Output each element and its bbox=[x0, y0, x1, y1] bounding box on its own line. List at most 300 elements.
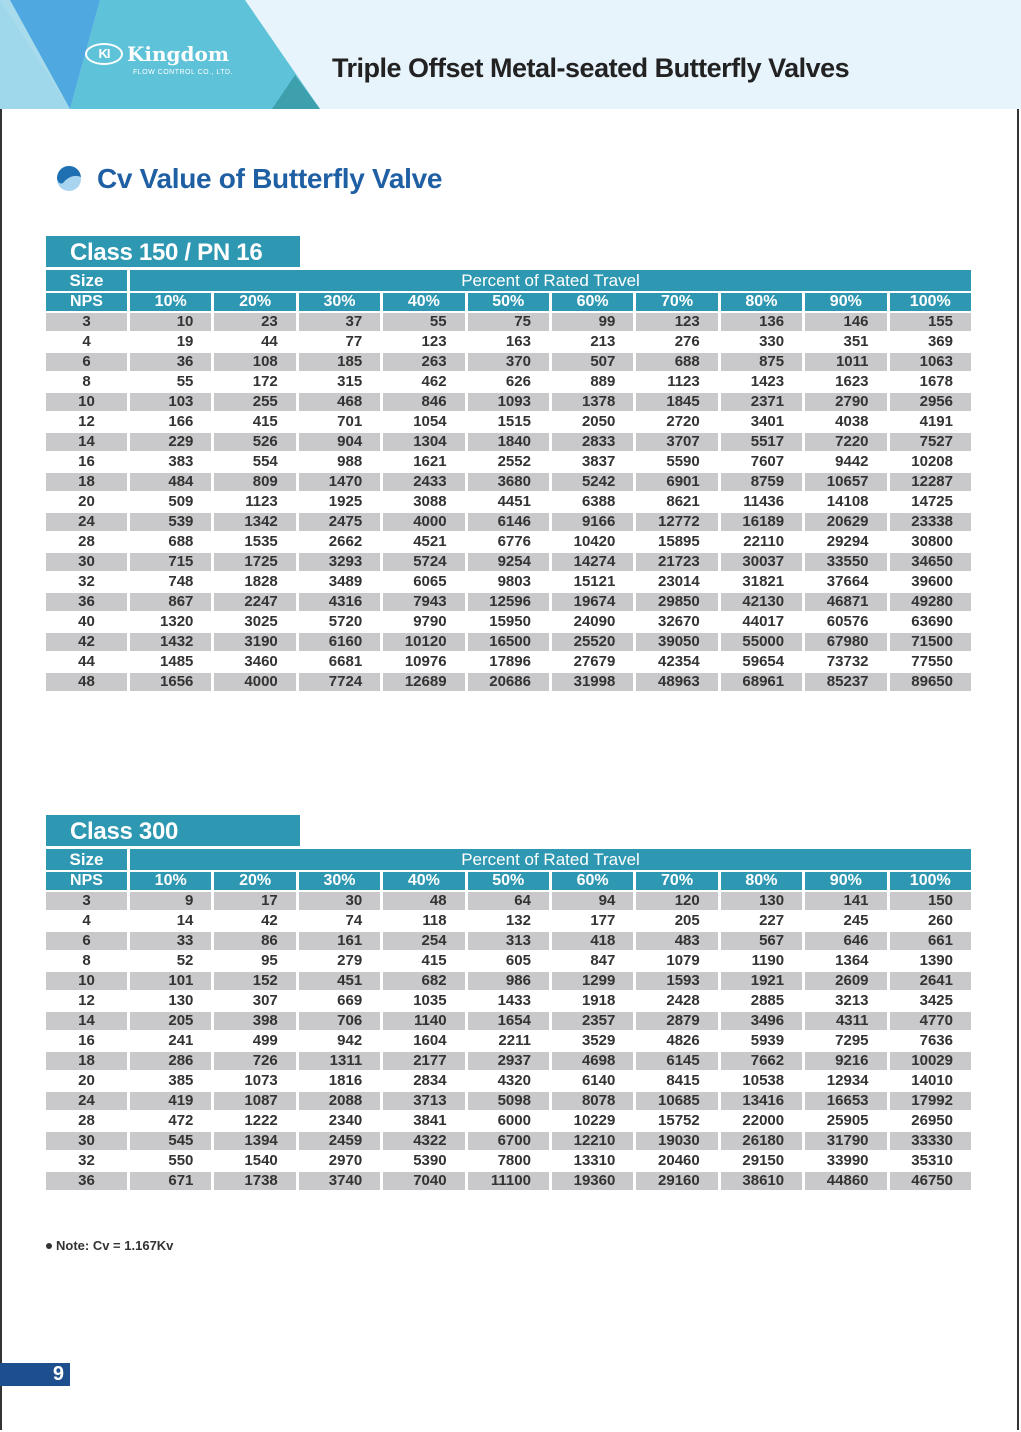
cv-value-cell: 2720 bbox=[666, 413, 700, 430]
table-body bbox=[46, 313, 971, 691]
cv-value-cell: 7220 bbox=[805, 433, 886, 451]
nps-cell: 28 bbox=[78, 1112, 95, 1129]
cv-value-cell: 14274 bbox=[552, 553, 633, 571]
cv-value-cell: 37 bbox=[299, 313, 380, 331]
table-row bbox=[46, 553, 971, 571]
table-row bbox=[46, 413, 971, 431]
cv-value-cell: 185 bbox=[299, 353, 380, 371]
table-row bbox=[46, 1032, 971, 1050]
cv-value-cell: 8415 bbox=[666, 1072, 700, 1089]
cv-value-cell: 33 bbox=[130, 932, 211, 950]
cv-value-cell: 6901 bbox=[636, 473, 717, 491]
cv-value-cell: 1140 bbox=[383, 1012, 464, 1030]
nps-cell: 20 bbox=[78, 1072, 95, 1089]
cv-value-cell: 1079 bbox=[666, 952, 700, 969]
cv-value-cell: 241 bbox=[168, 1032, 194, 1049]
cv-value-cell: 2834 bbox=[413, 1072, 447, 1089]
cv-value-cell: 706 bbox=[299, 1012, 380, 1030]
table-row bbox=[46, 493, 971, 511]
cv-value-cell: 227 bbox=[759, 912, 785, 929]
cv-value-cell: 55000 bbox=[721, 633, 802, 651]
cv-value-cell: 13310 bbox=[573, 1152, 616, 1169]
nps-cell: 8 bbox=[82, 373, 91, 390]
size-header: Size bbox=[46, 270, 127, 291]
cv-value-cell: 1299 bbox=[552, 972, 633, 990]
cv-value-cell: 307 bbox=[252, 992, 278, 1009]
cv-value-cell: 2879 bbox=[636, 1012, 717, 1030]
cv-value-cell: 118 bbox=[422, 912, 447, 929]
cv-value-cell: 1222 bbox=[244, 1112, 278, 1129]
cv-value-cell: 942 bbox=[337, 1032, 363, 1049]
cv-value-cell: 77 bbox=[345, 333, 363, 350]
cv-value-cell: 44860 bbox=[805, 1172, 886, 1190]
cv-value-cell: 507 bbox=[552, 353, 633, 371]
nps-cell: 18 bbox=[46, 473, 127, 491]
nps-cell: 30 bbox=[46, 553, 127, 571]
cv-value-cell: 10229 bbox=[573, 1112, 616, 1129]
column-header: 20% bbox=[214, 872, 295, 890]
cv-value-cell: 1093 bbox=[468, 393, 549, 411]
cv-value-cell: 7724 bbox=[299, 673, 380, 691]
cv-value-cell: 123 bbox=[636, 313, 717, 331]
cv-value-cell: 1816 bbox=[328, 1072, 363, 1089]
section-title: Cv Value of Butterfly Valve bbox=[97, 163, 443, 194]
cv-value-cell: 9254 bbox=[468, 553, 549, 571]
cv-value-cell: 136 bbox=[721, 313, 802, 331]
bullet-icon bbox=[46, 1243, 52, 1249]
cv-value-cell: 1845 bbox=[636, 393, 717, 411]
cv-value-cell: 22110 bbox=[743, 533, 785, 550]
cv-value-cell: 10538 bbox=[742, 1072, 785, 1089]
cv-value-cell: 85237 bbox=[805, 673, 886, 691]
cv-value-cell: 36 bbox=[130, 353, 211, 371]
cv-value-cell: 2885 bbox=[750, 992, 785, 1009]
cv-value-cell: 4826 bbox=[666, 1032, 700, 1049]
cv-value-cell: 4320 bbox=[497, 1072, 531, 1089]
cv-value-cell: 15895 bbox=[658, 533, 700, 550]
cv-value-cell: 2177 bbox=[383, 1052, 464, 1070]
cv-value-cell: 23014 bbox=[658, 573, 700, 590]
cv-value-cell: 44 bbox=[261, 333, 278, 350]
cv-value-cell: 29294 bbox=[826, 533, 869, 550]
cv-value-cell: 68961 bbox=[721, 673, 802, 691]
travel-header: Percent of Rated Travel bbox=[130, 849, 971, 870]
nps-cell: 32 bbox=[78, 1152, 95, 1169]
section-bullet-icon bbox=[55, 165, 83, 193]
cv-value-cell: 6681 bbox=[328, 653, 363, 670]
cv-value-cell: 1925 bbox=[328, 493, 363, 510]
cv-value-cell: 2833 bbox=[552, 433, 633, 451]
cv-value-cell: 86 bbox=[214, 932, 295, 950]
cv-value-cell: 2641 bbox=[890, 972, 971, 990]
nps-cell: 48 bbox=[46, 673, 127, 691]
cv-value-cell: 99 bbox=[552, 313, 633, 331]
cv-value-cell: 130 bbox=[168, 992, 194, 1009]
cv-value-cell: 2970 bbox=[328, 1152, 363, 1169]
cv-value-cell: 33550 bbox=[805, 553, 886, 571]
cv-value-cell: 671 bbox=[130, 1172, 211, 1190]
cv-value-cell: 15950 bbox=[489, 613, 531, 630]
cv-value-cell: 4191 bbox=[919, 413, 953, 430]
cv-value-cell: 205 bbox=[674, 912, 700, 929]
cv-value-cell: 605 bbox=[505, 952, 531, 969]
cv-value-cell: 4038 bbox=[835, 413, 869, 430]
cv-value-cell: 5098 bbox=[468, 1092, 549, 1110]
cv-value-cell: 146 bbox=[805, 313, 886, 331]
cv-value-cell: 14725 bbox=[911, 493, 953, 510]
cv-value-cell: 3293 bbox=[299, 553, 380, 571]
cv-value-cell: 1087 bbox=[214, 1092, 295, 1110]
column-header: 80% bbox=[721, 293, 802, 311]
cv-value-cell: 7662 bbox=[721, 1052, 802, 1070]
cv-value-cell: 1828 bbox=[244, 573, 278, 590]
brand-subtitle: FLOW CONTROL CO., LTD. bbox=[133, 69, 234, 76]
nps-cell: 12 bbox=[78, 992, 95, 1009]
nps-cell: 12 bbox=[78, 413, 95, 430]
cv-value-cell: 1470 bbox=[299, 473, 380, 491]
cv-value-cell: 2552 bbox=[497, 453, 531, 470]
cv-value-cell: 19 bbox=[176, 333, 194, 350]
cv-value-cell: 2937 bbox=[468, 1052, 549, 1070]
cv-value-cell: 3425 bbox=[919, 992, 953, 1009]
cv-value-cell: 419 bbox=[130, 1092, 211, 1110]
cv-data-table bbox=[43, 268, 974, 693]
cv-value-cell: 12287 bbox=[890, 473, 971, 491]
cv-value-cell: 3401 bbox=[750, 413, 785, 430]
cv-value-cell: 1515 bbox=[497, 413, 531, 430]
cv-value-cell: 5939 bbox=[750, 1032, 785, 1049]
nps-cell: 6 bbox=[46, 932, 127, 950]
cv-value-cell: 52 bbox=[176, 952, 194, 969]
column-header: 70% bbox=[636, 293, 717, 311]
cv-value-cell: 12689 bbox=[383, 673, 464, 691]
cv-value-cell: 89650 bbox=[890, 673, 971, 691]
cv-value-cell: 875 bbox=[721, 353, 802, 371]
cv-value-cell: 103 bbox=[130, 393, 211, 411]
cv-value-cell: 14108 bbox=[826, 493, 869, 510]
cv-value-cell: 7943 bbox=[383, 593, 464, 611]
nps-cell: 44 bbox=[78, 653, 95, 670]
cv-value-cell: 7040 bbox=[383, 1172, 464, 1190]
cv-value-cell: 889 bbox=[590, 373, 616, 390]
cv-value-cell: 509 bbox=[168, 493, 194, 510]
column-header: 60% bbox=[552, 293, 633, 311]
nps-cell: 14 bbox=[46, 433, 127, 451]
cv-value-cell: 120 bbox=[636, 892, 717, 910]
cv-value-cell: 48963 bbox=[636, 673, 717, 691]
cv-value-cell: 42130 bbox=[721, 593, 802, 611]
cv-value-cell: 5724 bbox=[383, 553, 464, 571]
cv-value-cell: 67980 bbox=[805, 633, 886, 651]
cv-value-cell: 38610 bbox=[721, 1172, 802, 1190]
cv-value-cell: 1190 bbox=[751, 952, 785, 969]
column-header: 80% bbox=[721, 872, 802, 890]
cv-value-cell: 31790 bbox=[805, 1132, 886, 1150]
table-row bbox=[46, 593, 971, 611]
cv-value-cell: 9 bbox=[130, 892, 211, 910]
cv-value-cell: 8078 bbox=[552, 1092, 633, 1110]
cv-table-class-150 bbox=[46, 236, 971, 693]
cv-value-cell: 1921 bbox=[721, 972, 802, 990]
table-row bbox=[46, 573, 971, 591]
nps-cell: 24 bbox=[46, 513, 127, 531]
cv-value-cell: 20460 bbox=[658, 1152, 700, 1169]
cv-value-cell: 4698 bbox=[552, 1052, 633, 1070]
cv-value-cell: 11436 bbox=[743, 493, 785, 510]
cv-value-cell: 2340 bbox=[328, 1112, 363, 1129]
cv-value-cell: 33990 bbox=[826, 1152, 869, 1169]
cv-value-cell: 3025 bbox=[244, 613, 278, 630]
table-row bbox=[46, 952, 971, 970]
table-row bbox=[46, 1092, 971, 1110]
cv-value-cell: 468 bbox=[299, 393, 380, 411]
cv-value-cell: 44017 bbox=[742, 613, 785, 630]
cv-value-cell: 539 bbox=[130, 513, 211, 531]
cv-value-cell: 484 bbox=[130, 473, 211, 491]
cv-value-cell: 847 bbox=[590, 952, 616, 969]
cv-value-cell: 669 bbox=[337, 992, 363, 1009]
cv-value-cell: 1320 bbox=[160, 613, 194, 630]
cv-value-cell: 8759 bbox=[721, 473, 802, 491]
cv-value-cell: 77550 bbox=[911, 653, 953, 670]
brand-name: Kingdom bbox=[127, 42, 229, 66]
cv-value-cell: 1035 bbox=[413, 992, 447, 1009]
cv-value-cell: 73732 bbox=[826, 653, 869, 670]
column-header: 90% bbox=[805, 872, 886, 890]
cv-value-cell: 30 bbox=[299, 892, 380, 910]
cv-value-cell: 1364 bbox=[835, 952, 869, 969]
column-header-row bbox=[46, 872, 971, 890]
cv-value-cell: 554 bbox=[252, 453, 278, 470]
nps-cell: 42 bbox=[46, 633, 127, 651]
cv-value-cell: 49280 bbox=[890, 593, 971, 611]
table-row bbox=[46, 912, 971, 930]
table-row bbox=[46, 393, 971, 411]
nps-cell: 4 bbox=[82, 333, 91, 350]
table-row bbox=[46, 653, 971, 671]
cv-value-cell: 10657 bbox=[805, 473, 886, 491]
section-heading bbox=[55, 163, 442, 195]
cv-value-cell: 418 bbox=[552, 932, 633, 950]
cv-value-cell: 1604 bbox=[413, 1032, 447, 1049]
nps-cell: 32 bbox=[78, 573, 95, 590]
cv-value-cell: 3213 bbox=[835, 992, 869, 1009]
cv-value-cell: 1656 bbox=[130, 673, 211, 691]
cv-value-cell: 351 bbox=[843, 333, 869, 350]
cv-value-cell: 6140 bbox=[581, 1072, 616, 1089]
cv-value-cell: 5590 bbox=[666, 453, 700, 470]
cv-value-cell: 12596 bbox=[468, 593, 549, 611]
cv-value-cell: 245 bbox=[843, 912, 869, 929]
cv-value-cell: 279 bbox=[337, 952, 363, 969]
cv-value-cell: 1593 bbox=[636, 972, 717, 990]
cv-value-cell: 23338 bbox=[890, 513, 971, 531]
cv-value-cell: 626 bbox=[505, 373, 531, 390]
cv-value-cell: 17992 bbox=[890, 1092, 971, 1110]
cv-value-cell: 5390 bbox=[413, 1152, 447, 1169]
cv-value-cell: 55 bbox=[383, 313, 464, 331]
cv-value-cell: 55 bbox=[176, 373, 194, 390]
table-row bbox=[46, 313, 971, 331]
cv-value-cell: 1390 bbox=[919, 952, 953, 969]
note-text: Note: Cv = 1.167Kv bbox=[56, 1238, 174, 1253]
table-row bbox=[46, 473, 971, 491]
cv-value-cell: 46750 bbox=[890, 1172, 971, 1190]
cv-value-cell: 3680 bbox=[468, 473, 549, 491]
cv-value-cell: 260 bbox=[927, 912, 953, 929]
cv-value-cell: 688 bbox=[636, 353, 717, 371]
cv-data-table bbox=[43, 847, 974, 1192]
cv-value-cell: 483 bbox=[636, 932, 717, 950]
cv-value-cell: 29150 bbox=[742, 1152, 785, 1169]
cv-value-cell: 19674 bbox=[552, 593, 633, 611]
cv-value-cell: 2371 bbox=[721, 393, 802, 411]
nps-header: NPS bbox=[46, 872, 127, 890]
cv-value-cell: 3489 bbox=[328, 573, 363, 590]
cv-value-cell: 42 bbox=[261, 912, 278, 929]
cv-value-cell: 31821 bbox=[742, 573, 785, 590]
cv-value-cell: 472 bbox=[168, 1112, 194, 1129]
nps-cell: 16 bbox=[78, 1032, 95, 1049]
cv-value-cell: 846 bbox=[383, 393, 464, 411]
nps-cell: 10 bbox=[46, 393, 127, 411]
cv-value-cell: 10685 bbox=[636, 1092, 717, 1110]
nps-cell: 40 bbox=[78, 613, 95, 630]
cv-value-cell: 5517 bbox=[721, 433, 802, 451]
cv-value-cell: 31998 bbox=[552, 673, 633, 691]
nps-cell: 24 bbox=[46, 1092, 127, 1110]
cv-value-cell: 213 bbox=[590, 333, 616, 350]
cv-value-cell: 7295 bbox=[835, 1032, 869, 1049]
cv-value-cell: 20629 bbox=[805, 513, 886, 531]
cv-value-cell: 369 bbox=[927, 333, 953, 350]
cv-value-cell: 2247 bbox=[214, 593, 295, 611]
cv-value-cell: 9166 bbox=[552, 513, 633, 531]
column-header: 100% bbox=[890, 872, 971, 890]
cv-value-cell: 2050 bbox=[581, 413, 616, 430]
cv-value-cell: 2956 bbox=[890, 393, 971, 411]
cv-value-cell: 383 bbox=[168, 453, 194, 470]
cv-value-cell: 315 bbox=[337, 373, 363, 390]
table-row bbox=[46, 892, 971, 910]
cv-value-cell: 10120 bbox=[383, 633, 464, 651]
cv-value-cell: 42354 bbox=[658, 653, 700, 670]
cv-value-cell: 661 bbox=[890, 932, 971, 950]
column-header: 50% bbox=[468, 293, 549, 311]
cv-value-cell: 95 bbox=[261, 952, 278, 969]
column-header: 30% bbox=[299, 293, 380, 311]
cv-value-cell: 22000 bbox=[742, 1112, 785, 1129]
cv-value-cell: 415 bbox=[421, 952, 447, 969]
cv-value-cell: 3460 bbox=[244, 653, 278, 670]
cv-value-cell: 30800 bbox=[911, 533, 953, 550]
cv-value-cell: 17896 bbox=[489, 653, 531, 670]
cv-value-cell: 415 bbox=[252, 413, 278, 430]
cv-value-cell: 2475 bbox=[299, 513, 380, 531]
cv-value-cell: 7527 bbox=[890, 433, 971, 451]
cv-value-cell: 34650 bbox=[890, 553, 971, 571]
cv-value-cell: 867 bbox=[130, 593, 211, 611]
cv-value-cell: 59654 bbox=[742, 653, 785, 670]
cv-value-cell: 715 bbox=[130, 553, 211, 571]
cv-value-cell: 1073 bbox=[244, 1072, 278, 1089]
cv-value-cell: 16653 bbox=[805, 1092, 886, 1110]
cv-value-cell: 1623 bbox=[835, 373, 869, 390]
cv-value-cell: 385 bbox=[168, 1072, 194, 1089]
cv-value-cell: 25520 bbox=[552, 633, 633, 651]
cv-value-cell: 904 bbox=[299, 433, 380, 451]
cv-value-cell: 166 bbox=[168, 413, 194, 430]
cv-value-cell: 2433 bbox=[383, 473, 464, 491]
cv-value-cell: 462 bbox=[421, 373, 447, 390]
nps-cell: 18 bbox=[46, 1052, 127, 1070]
table-row bbox=[46, 673, 971, 691]
table-row bbox=[46, 633, 971, 651]
cv-value-cell: 21723 bbox=[636, 553, 717, 571]
cv-value-cell: 2088 bbox=[299, 1092, 380, 1110]
cv-value-cell: 3190 bbox=[214, 633, 295, 651]
cv-value-cell: 1123 bbox=[245, 493, 278, 510]
nps-cell: 6 bbox=[46, 353, 127, 371]
cv-value-cell: 9790 bbox=[413, 613, 447, 630]
cv-value-cell: 2790 bbox=[805, 393, 886, 411]
cv-value-cell: 1621 bbox=[413, 453, 447, 470]
cv-value-cell: 39600 bbox=[911, 573, 953, 590]
cv-value-cell: 3529 bbox=[581, 1032, 616, 1049]
cv-value-cell: 1738 bbox=[214, 1172, 295, 1190]
table-row bbox=[46, 1072, 971, 1090]
cv-value-cell: 29850 bbox=[636, 593, 717, 611]
cv-value-cell: 6065 bbox=[413, 573, 447, 590]
cv-value-cell: 5242 bbox=[552, 473, 633, 491]
cv-value-cell: 71500 bbox=[890, 633, 971, 651]
table-row bbox=[46, 333, 971, 351]
company-logo bbox=[85, 42, 234, 76]
table-row bbox=[46, 932, 971, 950]
cv-value-cell: 6700 bbox=[468, 1132, 549, 1150]
cv-value-cell: 398 bbox=[214, 1012, 295, 1030]
nps-cell: 30 bbox=[46, 1132, 127, 1150]
travel-header: Percent of Rated Travel bbox=[130, 270, 971, 291]
table-row bbox=[46, 1012, 971, 1030]
cv-value-cell: 451 bbox=[299, 972, 380, 990]
nps-cell: 3 bbox=[46, 313, 127, 331]
cv-value-cell: 9216 bbox=[805, 1052, 886, 1070]
cv-value-cell: 1725 bbox=[214, 553, 295, 571]
cv-value-cell: 15752 bbox=[658, 1112, 700, 1129]
cv-value-cell: 2428 bbox=[666, 992, 700, 1009]
cv-value-cell: 141 bbox=[805, 892, 886, 910]
table-row bbox=[46, 1152, 971, 1170]
column-header: 10% bbox=[130, 872, 211, 890]
cv-value-cell: 37664 bbox=[826, 573, 869, 590]
cv-value-cell: 6146 bbox=[468, 513, 549, 531]
cv-value-cell: 32670 bbox=[658, 613, 700, 630]
cv-value-cell: 9442 bbox=[835, 453, 869, 470]
table-body bbox=[46, 892, 971, 1190]
nps-header: NPS bbox=[46, 293, 127, 311]
cv-value-cell: 11100 bbox=[468, 1172, 549, 1190]
column-header: 70% bbox=[636, 872, 717, 890]
cv-value-cell: 4000 bbox=[214, 673, 295, 691]
cv-value-cell: 16189 bbox=[721, 513, 802, 531]
cv-value-cell: 4311 bbox=[805, 1012, 886, 1030]
cv-value-cell: 24090 bbox=[573, 613, 616, 630]
cv-value-cell: 2609 bbox=[805, 972, 886, 990]
cv-value-cell: 254 bbox=[383, 932, 464, 950]
cv-value-cell: 809 bbox=[214, 473, 295, 491]
cv-value-cell: 986 bbox=[468, 972, 549, 990]
